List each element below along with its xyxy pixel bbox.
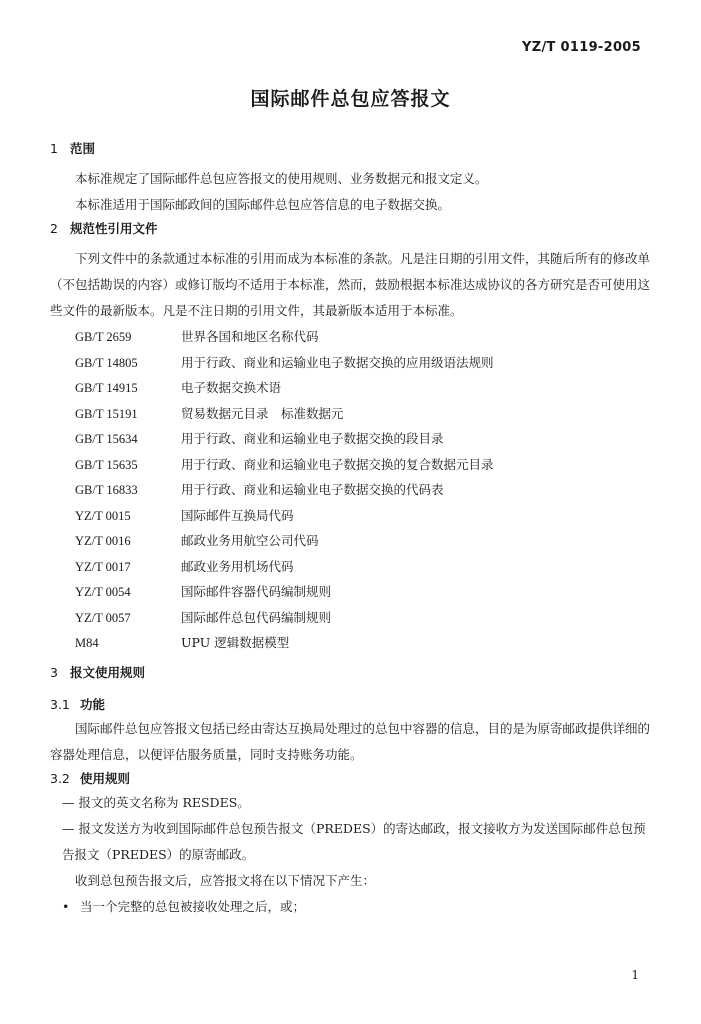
reference-code: GB/T 14805: [75, 355, 138, 370]
bullet-text: 当一个完整的总包被接收处理之后，或；: [80, 898, 306, 914]
usage-rule-paragraph: 收到总包预告报文后，应答报文将在以下情况下产生：: [75, 872, 376, 888]
reference-code: YZ/T 0015: [75, 508, 131, 523]
subsection-3-1-heading: [50, 694, 655, 716]
reference-title: 国际邮件互换局代码: [181, 507, 294, 523]
bullet-marker: •: [62, 898, 70, 914]
reference-title: 用于行政、商业和运输业电子数据交换的段目录: [181, 431, 444, 446]
subsection-3-1-number: 3.1: [50, 696, 70, 712]
document-title: 国际邮件总包应答报文: [250, 88, 451, 110]
reference-item: [75, 324, 655, 350]
reference-title: 电子数据交换术语: [181, 380, 282, 395]
reference-item: [75, 528, 655, 554]
reference-code: M84: [75, 636, 99, 650]
reference-title: 贸易数据元目录 标准数据元: [181, 405, 344, 421]
reference-title: 邮政业务用航空公司代码: [181, 533, 319, 548]
subsection-3-1-title: 功能: [80, 696, 106, 712]
reference-code: YZ/T 0017: [75, 559, 131, 574]
reference-item: [75, 401, 655, 427]
reference-title: 国际邮件总包代码编制规则: [181, 609, 332, 625]
section-1-paragraph-1: 本标准规定了国际邮件总包应答报文的使用规则、业务数据元和报文定义。: [75, 171, 488, 186]
reference-code: GB/T 16833: [75, 483, 138, 497]
reference-code: YZ/T 0057: [75, 610, 131, 625]
usage-rule-dash-1: — 报文的英文名称为 RESDES。: [62, 794, 250, 810]
usage-rule-bullet-1: [50, 894, 655, 920]
document-body: [50, 138, 655, 920]
reference-code: GB/T 15634: [75, 432, 138, 446]
section-1-paragraph-2: 本标准适用于国际邮政间的国际邮件总包应答信息的电子数据交换。: [75, 197, 451, 212]
section-3-heading: [50, 662, 655, 684]
usage-rule-dash-2: — 报文发送方为收到国际邮件总包预告报文（PREDES）的寄达邮政，报文接收方为发送国际邮件总包预告报文（PREDES）的原寄邮政。: [62, 820, 646, 862]
page-number: 1: [631, 968, 639, 982]
reference-title: UPU 逻辑数据模型: [181, 635, 290, 650]
subsection-3-2-heading: [50, 768, 655, 790]
section-2-heading: [50, 218, 655, 240]
standard-code: YZ/T 0119-2005: [522, 40, 641, 55]
reference-title: 用于行政、商业和运输业电子数据交换的代码表: [181, 482, 444, 497]
reference-item: [75, 375, 655, 401]
reference-title: 国际邮件容器代码编制规则: [181, 584, 332, 599]
reference-list: [75, 324, 655, 656]
reference-code: YZ/T 0054: [75, 585, 131, 599]
reference-item: [75, 426, 655, 452]
reference-title: 邮政业务用机场代码: [181, 558, 294, 574]
section-2-number: 2: [50, 221, 58, 236]
section-3-title: 报文使用规则: [70, 664, 146, 680]
section-2-title: 规范性引用文件: [70, 221, 158, 236]
reference-item: [75, 554, 655, 580]
section-2-intro: 下列文件中的条款通过本标准的引用而成为本标准的条款。凡是注日期的引用文件，其随后所有的修改单（不包括勘误的内容）或修订版均不适用于本标准，然而，鼓励根据本标准达成协议的各方研究是否可使用这些文件的最新版本。凡是不注日期的引用文件，其最新版本适用于本标准。: [50, 251, 651, 318]
reference-code: GB/T 14915: [75, 381, 138, 395]
reference-title: 用于行政、商业和运输业电子数据交换的应用级语法规则: [181, 354, 494, 370]
reference-code: YZ/T 0016: [75, 534, 131, 548]
reference-item: [75, 579, 655, 605]
reference-code: GB/T 2659: [75, 330, 132, 344]
reference-item: [75, 477, 655, 503]
section-1-heading: [50, 138, 655, 160]
reference-title: 世界各国和地区名称代码: [181, 329, 319, 344]
reference-item: [75, 452, 655, 478]
reference-item: [75, 630, 655, 656]
subsection-3-2-title: 使用规则: [80, 770, 131, 786]
reference-item: [75, 503, 655, 529]
reference-title: 用于行政、商业和运输业电子数据交换的复合数据元目录: [181, 456, 494, 472]
reference-code: GB/T 15191: [75, 406, 138, 421]
reference-code: GB/T 15635: [75, 457, 138, 472]
subsection-3-2-number: 3.2: [50, 770, 70, 786]
reference-item: [75, 605, 655, 631]
section-1-number: 1: [50, 141, 58, 156]
subsection-3-1-text: 国际邮件总包应答报文包括已经由寄达互换局处理过的总包中容器的信息，目的是为原寄邮政提供详细的容器处理信息，以便评估服务质量，同时支持账务功能。: [50, 720, 651, 762]
reference-item: [75, 350, 655, 376]
section-3-number: 3: [50, 664, 58, 680]
section-1-title: 范围: [70, 141, 96, 156]
